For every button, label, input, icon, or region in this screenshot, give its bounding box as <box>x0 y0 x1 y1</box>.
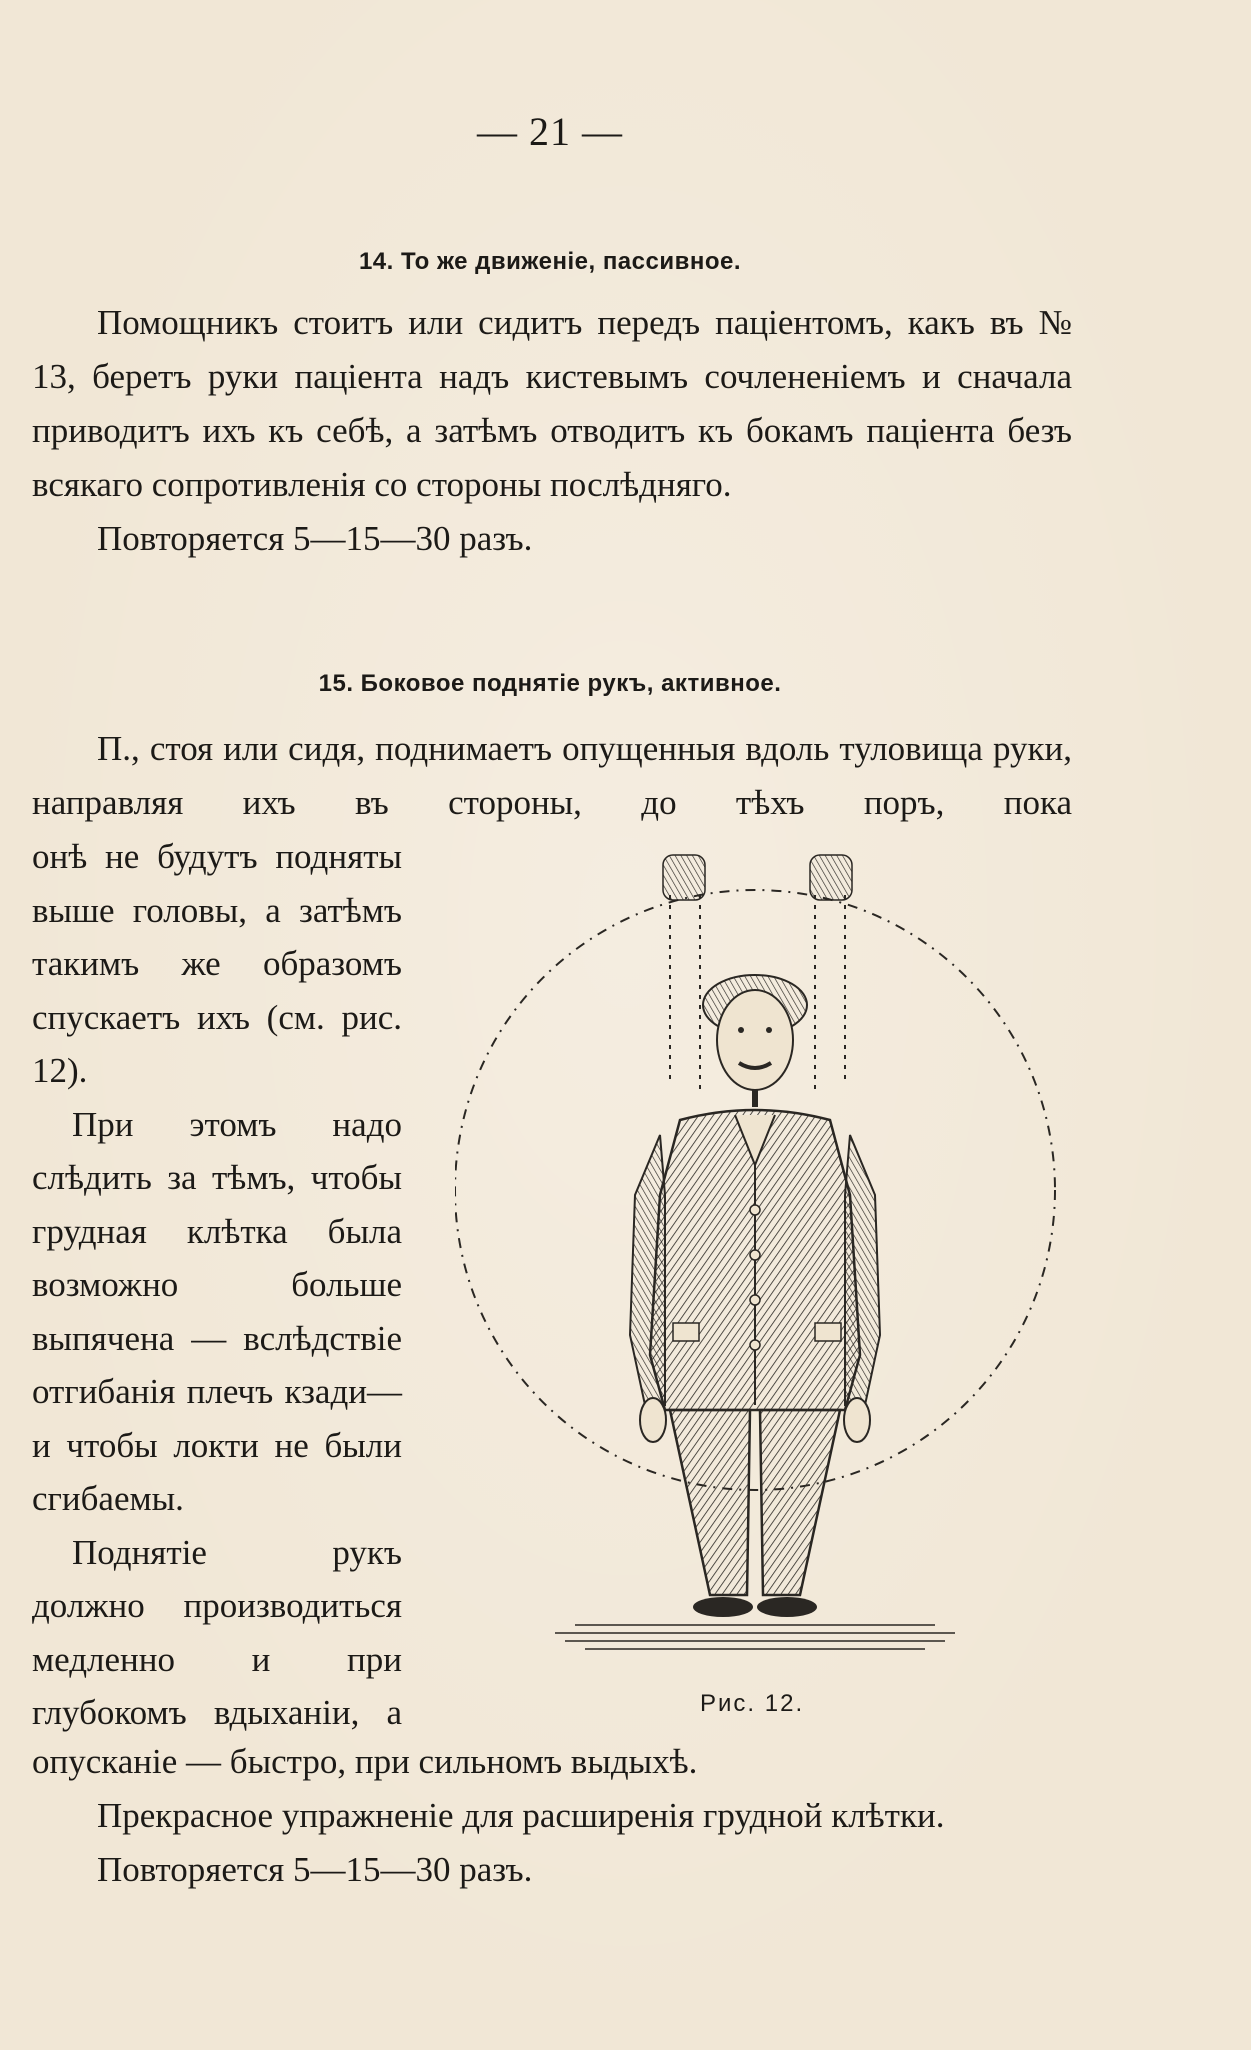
left-column-paragraph-3: Поднятіе рукъ должно производиться медленно и при глубокомъ вдыханіи, а <box>32 1532 402 1732</box>
page-number: — 21 — <box>477 109 623 154</box>
section-15-heading: 15. Боковое поднятіе рукъ, активное. <box>318 670 782 697</box>
figure-12-caption: Рис. 12. <box>700 1690 805 1717</box>
closing-continuation: опусканіе — быстро, при сильномъ выдыхѣ. <box>32 1742 698 1781</box>
figure-12-illustration <box>455 835 1075 1665</box>
left-column-paragraph-2: При этомъ надо слѣдить за тѣмъ, чтобы грудная клѣтка была возможно больше выпячена — вслѣдствіе отгибанія плечъ кзади—и чтобы локти не были сгибаемы. <box>32 1104 402 1518</box>
closing-paragraph-excellent: Прекрасное упражненіе для расширенія грудной клѣтки. <box>97 1796 945 1835</box>
closing-paragraph-repeat: Повторяется 5—15—30 разъ. <box>97 1850 533 1889</box>
man-shoes <box>693 1597 817 1617</box>
section-15-intro-paragraph: П., стоя или сидя, поднимаетъ опущенныя вдоль туловища руки, направляя ихъ въ стороны, до тѣхъ поръ, пока <box>32 729 1072 822</box>
section-15-intro <box>32 722 1072 830</box>
man-torso <box>650 1110 860 1410</box>
left-column-paragraph-1: онѣ не будутъ подняты выше головы, а затѣмъ такимъ же образомъ спускаетъ ихъ (см. рис. 12). <box>32 837 402 1090</box>
ground-shading <box>555 1625 955 1649</box>
section-14-paragraph-2: Повторяется 5—15—30 разъ. <box>97 519 533 558</box>
section-15-closing <box>32 1735 1072 1897</box>
section-14-body <box>32 296 1072 566</box>
section-15-left-column <box>32 830 402 1740</box>
man-head <box>703 975 807 1107</box>
section-14-paragraph-1: Помощникъ стоитъ или сидитъ передъ паціентомъ, какъ въ № 13, беретъ руки паціента надъ кистевымъ сочлененіемъ и сначала приводитъ ихъ къ себѣ, а затѣмъ отводитъ къ бокамъ паціента безъ всякаго сопротивленія со стороны послѣдняго. <box>32 303 1072 504</box>
man-legs <box>670 1410 840 1595</box>
raised-hands <box>663 855 852 900</box>
section-14-heading: 14. То же движеніе, пассивное. <box>358 248 742 275</box>
